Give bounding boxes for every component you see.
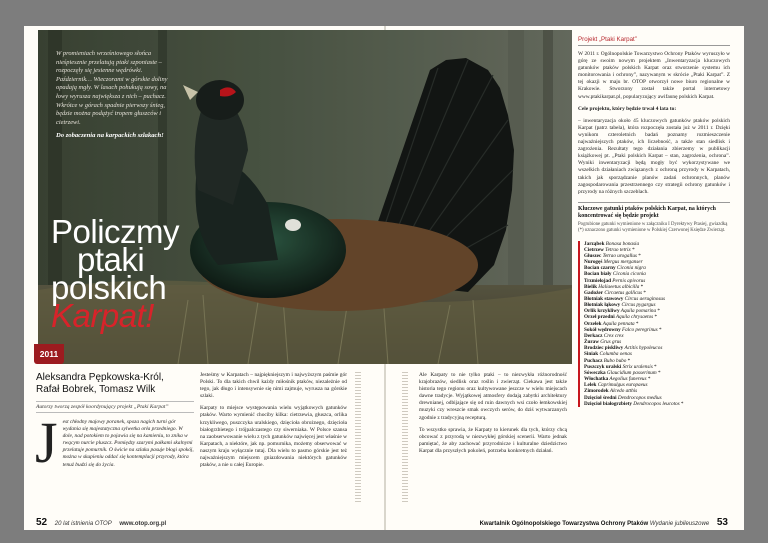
species-name: Sóweczka xyxy=(584,369,606,376)
species-name: Brodziec piskliwy xyxy=(584,345,624,352)
section-header: Projekt „Ptaki Karpat” xyxy=(578,36,730,46)
species-latin: Alcedo atthis xyxy=(608,388,638,395)
species-mark: * xyxy=(656,308,660,315)
species-name: Głuszec xyxy=(584,252,602,259)
species-latin: Tetrao tetrix xyxy=(603,246,631,253)
species-latin: Bubo bubo xyxy=(602,357,627,364)
species-name: Orzeł przedni xyxy=(584,314,615,321)
species-mark: * xyxy=(653,314,658,321)
species-mark: * xyxy=(626,357,631,364)
species-latin: Circus pygargus xyxy=(620,302,656,309)
species-name: Orzełek xyxy=(584,320,602,327)
species-mark: * xyxy=(646,376,651,383)
species-name: Dzięcioł średni xyxy=(584,394,617,401)
species-mark: * xyxy=(657,326,662,333)
species-name: Bielik xyxy=(584,283,597,290)
species-mark: * xyxy=(636,252,641,259)
species-name: Cietrzew xyxy=(584,246,604,253)
species-name: Dzięcioł białogrzbiety xyxy=(584,400,632,407)
footer-right xyxy=(480,517,728,528)
species-name: Włochatka xyxy=(584,376,609,383)
species-latin: Glaucidium passerinum xyxy=(605,369,657,376)
species-mark: * xyxy=(679,400,684,407)
species-name: Bocian biały xyxy=(584,271,612,278)
species-name: Błotniak łąkowy xyxy=(584,302,621,309)
intro-column xyxy=(35,410,194,475)
species-latin: Grus grus xyxy=(599,339,622,346)
headline-line-1: Policzmy xyxy=(51,213,180,250)
headline-line-4: Karpat! xyxy=(51,297,154,334)
species-name: Siniak xyxy=(584,351,599,358)
column-rule xyxy=(402,372,408,502)
website-link[interactable]: www.otop.org.pl xyxy=(119,521,167,527)
page-number-left: 52 xyxy=(36,517,48,528)
species-mark: * xyxy=(630,246,635,253)
species-mark: * xyxy=(639,283,644,290)
headline-line-3: polskich xyxy=(51,269,167,306)
species-latin: Tetrao urogallus xyxy=(601,252,637,259)
species-mark: * xyxy=(652,363,657,370)
article-paragraph: Jesteśmy w Karpatach – najpiękniejszym i najwyższym paśmie gór Polski. To dla takich chwil każdy miłośnik ptaków, niezależnie od tego, jak długo i intensywnie się nimi zajmuje, wyrusza na górskie szlaki. xyxy=(200,372,347,400)
species-name: Lelek xyxy=(584,382,597,389)
authors-line-1: Aleksandra Pępkowska-Król, xyxy=(36,372,164,383)
species-mark: * xyxy=(634,320,639,327)
photo-intro xyxy=(56,50,174,141)
species-latin: Strix uralensis xyxy=(621,363,653,370)
species-latin: Columba oenas xyxy=(598,351,632,358)
intro-column-text: est chłodny majowy poranek, spoza nagich turni gór wydania się majestatyczna sylwetka orła przedniego. W dole, nad potokiem to pojawia się na kamieniu, to znika w rwącym nurcie pluszcz. Pomiędzy szarymi pałkami skalnymi przelatuje pomurnik. O świcie na szlaku pasuje błogi spokój, można w skupieniu oddać się kontemplacji przyrody, która tenuż budzi się do życia. xyxy=(62,419,194,468)
species-name: Jarząbek xyxy=(584,240,605,247)
species-name: Bocian czarny xyxy=(584,265,616,272)
species-mark: * xyxy=(642,289,646,296)
footer-left xyxy=(36,517,166,528)
publication-name: 20 lat istnienia OTOP xyxy=(54,521,112,527)
species-box-title: Kluczowe gatunki ptaków polskich Karpat, na których koncentrować się będzie projekt xyxy=(578,202,730,220)
species-name: Puszczyk uralski xyxy=(584,363,622,370)
article-column-2 xyxy=(200,372,347,474)
year-badge: 2011 xyxy=(34,344,64,364)
authors xyxy=(36,372,196,396)
species-name: Orlik krzykliwy xyxy=(584,308,620,315)
species-latin: Pernis apivorus xyxy=(611,277,646,284)
article-paragraph: To wszystko sprawia, że Karpaty to kierunek dla tych, którzy chcą obcować z przyrodą w niezwykłej górskiej scenerii. Warto jednak pamiętać, że aby zachować przyrodnicze i kulturalne dziedzictwo Karpat dla przyszłych pokoleń, potrzeba konkretnych działań. xyxy=(419,426,567,454)
species-latin: Haliaeetus albicilla xyxy=(596,283,640,290)
goals-lead: Cele projektu, który będzie trwał 4 lata to: xyxy=(578,105,677,112)
species-latin: Caprimulgus europaeus xyxy=(596,382,648,389)
species-latin: Bonasa bonasia xyxy=(604,240,640,247)
article-column-3 xyxy=(419,372,567,460)
species-latin: Mergus merganser xyxy=(602,259,643,266)
species-item xyxy=(578,401,730,407)
sidebar-column xyxy=(578,36,730,407)
drop-cap: J xyxy=(35,410,58,475)
species-latin: Aquila pennata xyxy=(601,320,635,327)
species-latin: Circaetus gallicus xyxy=(603,289,643,296)
sidebar-paragraph: W 2011 r. Ogólnopolskie Towarzystwo Ochrony Ptaków wyruszyło w górę ze swoim nowym projektem „Inwentaryzacja kluczowych gatunków ptaków polskich Karpat oraz stworzenie systemu ich monitorowania i ochrony”, nazywanym w skrócie „Ptaki Karpat”. Z tej okazji w maju br. OTOP otworzył nowe biuro regionalne w Krakowie. Stworzony został także portal internetowy www.ptakikarpat.pl, popularyzujący awifaunę polskich Karpat. xyxy=(578,51,730,100)
column-rule xyxy=(355,372,361,502)
photo-intro-cta: Do zobaczenia na karpackich szlakach! xyxy=(56,132,164,140)
species-latin: Dendrocopos leucotos xyxy=(631,400,680,407)
species-latin: Actitis hypoleucos xyxy=(623,345,663,352)
species-name: Puchacz xyxy=(584,357,603,364)
species-latin: Ciconia ciconia xyxy=(611,271,646,278)
article-paragraph: Karpaty to miejsce występowania wielu wyjątkowych gatunków ptaków. Warto wymienić chociby kilka: cietrzewia, głuszca, orlika krzykliwego, puszczyka uralskiego, dzięcioła obrożnego, dzięcioła białogrzbietego i trójpalczastego czy siwerniaka. W Polsce szansa na zaobserwowanie wielu z tych gatunków najwięcej jest właśnie w Karpatach, a niektóre, jak np. pomurnika, możemy obserwować w naszym kraju wyłącznie tutaj. Dla wielu to pasmo górskie jest też najważniejszym miejscem gniazdowania niektórych gatunków ptaków, a nie u całej Europie. xyxy=(200,405,347,469)
species-name: Zimorodek xyxy=(584,388,609,395)
species-latin: Circus aeruginosus xyxy=(623,296,665,302)
species-mark: * xyxy=(656,369,661,376)
magazine-title: Kwartalnik Ogólnopolskiego Towarzystwa Ochrony Ptaków xyxy=(479,521,649,527)
species-list xyxy=(578,241,730,407)
headline-line-2: ptaki xyxy=(77,241,145,278)
article-paragraph: Ale Karpaty to nie tylko ptaki – to niezwykła różnorodność krajobrazów, siedlisk oraz roślin i zwierząt. Ciekawa jest także historia tego regionu oraz kultywowane jeszcze w wielu miejscach dawne tradycje. Wyjątkowej atmosfery dodają zabytki architektury drewnianej, odbijające się od ruin dawnych wsi czoło łemkowskiej muzyki czy wreszcie smak owczych serów, do dziś wytwarzanych zgodnie z tradycyjną recepturą. xyxy=(419,372,567,421)
species-name: Sokół wędrowny xyxy=(584,326,621,333)
species-name: Gadożer xyxy=(584,289,604,296)
species-latin: Dendrocopos medius xyxy=(616,394,662,401)
species-name: Żuraw xyxy=(584,339,599,346)
species-latin: Ciconia nigra xyxy=(615,265,646,272)
page-number-right: 53 xyxy=(716,517,728,528)
species-name: Błotniak stawowy xyxy=(584,296,624,302)
species-latin: Aquila pomarina xyxy=(619,308,657,315)
species-name: Nurogęś xyxy=(584,259,603,266)
sidebar-paragraph: – inwentaryzacja około 45 kluczowych gatunków ptaków polskich Karpat (patrz tabela), która rozpoczęła została już w 2011 r. Dzięki wynikom czteroletnich badań poznamy rozmieszczenie najważniejszych ptaków, ich liczebność, a także stan siedlisk i zagrożenia. Rezultaty tego działania zbierzemy w publikacji książkowej pt. „Ptaki polskich Karpat – stan, zagrożenia, ochrona”. Wyniki inwentaryzacji będą mogły być wykorzystywane we wszelkich działaniach związanych z ochroną przyrody w Karpatach, takich jak sporządzanie planów zadań ochronnych, planów zagospodarowania przestrzennego czy strategii ochrony gatunków i przyrody na różnych szczeblach. xyxy=(578,117,730,195)
species-latin: Aegolius funereus xyxy=(608,376,647,383)
species-box-note: Pogrubione gatunki wymienione w załączniku I Dyrektywy Ptasiej, gwiazdką (*) oznaczono gatunki wymienione w Polskiej Czerwonej Księdze Zwierząt. xyxy=(578,222,728,234)
edition-label: Wydanie jubileuszowe xyxy=(649,521,710,527)
authors-note: Autorzy tworzą zespół koordynujący projekt „Ptaki Karpat” xyxy=(36,401,194,413)
species-name: Derkacz xyxy=(584,332,603,339)
headline xyxy=(51,213,241,334)
photo-intro-text: W promieniach wrześniowego słońca nieśpiesznie przelatują ptaki szponiaste – rozpoczęły się jesienne wędrówki. Październik… Wieczorami w górskie doliny opadają mgły. W lasach pohukują sowy, na łowy wyrusza największa z nich – puchacz. Wkrótce w górach spadnie pierwszy śnieg, będzie można podążyć tropem głuszców i cietrzewi. xyxy=(56,50,168,126)
species-name: Trzmielojad xyxy=(584,277,611,284)
species-latin: Falco peregrinus xyxy=(620,326,658,333)
species-latin: Crex crex xyxy=(602,332,624,339)
authors-line-2: Rafał Bobrek, Tomasz Wilk xyxy=(36,384,156,395)
species-latin: Aquila chrysaetos xyxy=(614,314,654,321)
